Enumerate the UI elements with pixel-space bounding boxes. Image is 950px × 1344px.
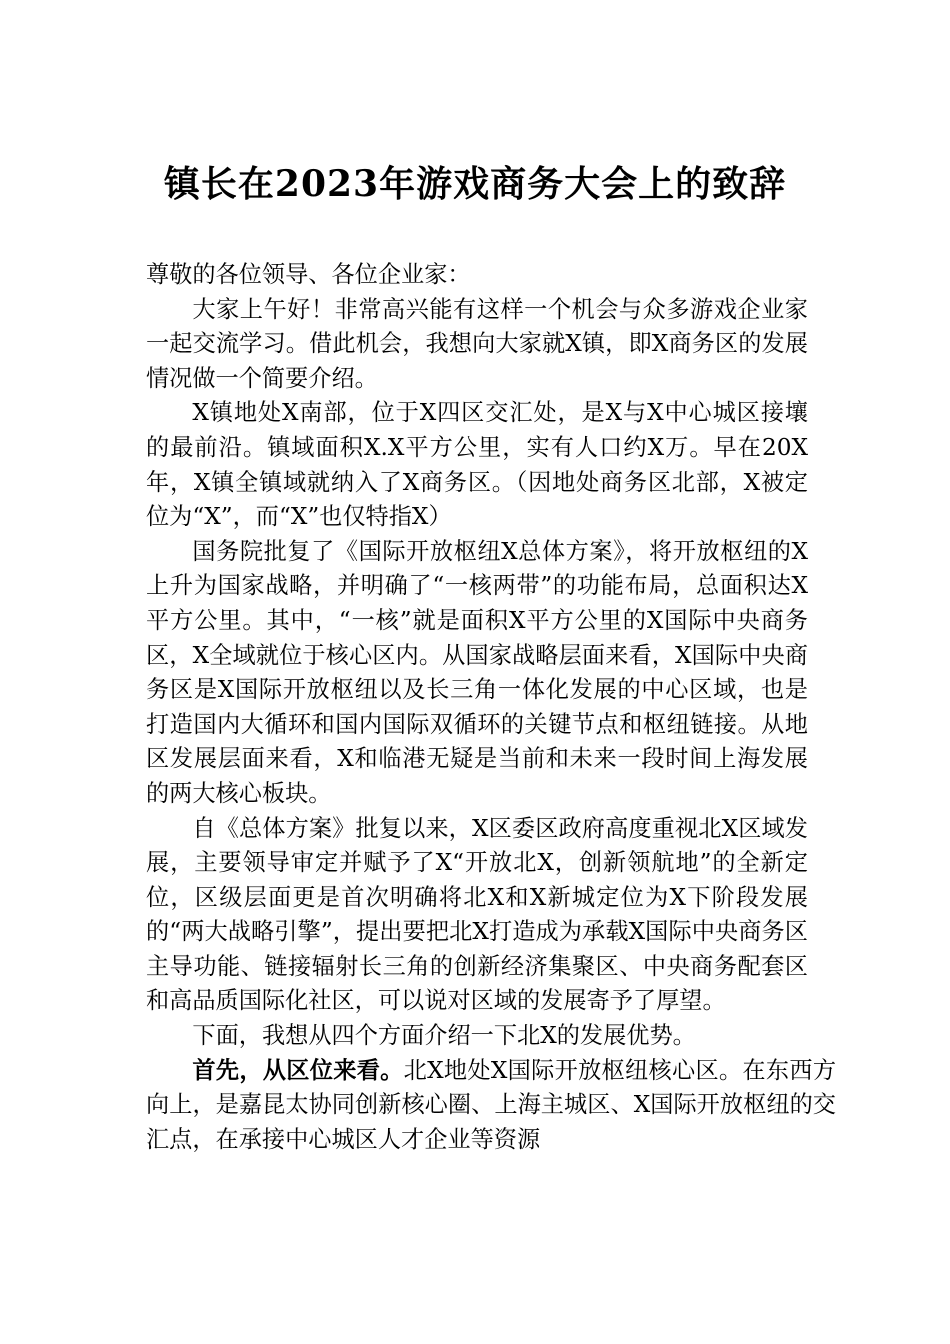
document-body	[146, 258, 837, 1157]
document-title: 镇长在2023年游戏商务大会上的致辞	[163, 163, 787, 205]
paragraph-1: 大家上午好！非常高兴能有这样一个机会与众多游戏企业家一起交流学习。借此机会，我想向大家就X镇，即X商务区的发展情况做一个简要介绍。	[146, 295, 808, 392]
paragraph-6-lead: 首先，从区位来看。	[192, 1056, 404, 1084]
paragraph-3: 国务院批复了《国际开放枢纽X总体方案》，将开放枢纽的X上升为国家战略，并明确了“一核两带”的功能布局，总面积达X平方公里。其中，“一核”就是面积X平方公里的X国际中央商务区，X全域就位于核心区内。从国家战略层面来看，X国际中央商务区是X国际开放枢纽以及长三角一体化发展的中心区域，也是打造国内大循环和国内国际双循环的关键节点和枢纽链接。从地区发展层面来看，X和临港无疑是当前和未来一段时间上海发展的两大核心板块。	[146, 537, 808, 807]
paragraph-2: X镇地处X南部，位于X四区交汇处，是X与X中心城区接壤的最前沿。镇域面积X.X平方公里，实有人口约X万。早在20X年，X镇全镇域就纳入了X商务区。（因地处商务区北部，X被定位为“X”，而“X”也仅特指X）	[146, 399, 808, 531]
paragraph-6-text: 北X地处X国际开放枢纽核心区。在东西方向上，是嘉昆太协同创新核心圈、上海主城区、X国际开放枢纽的交汇点，在承接中心城区人才企业等资源	[146, 1056, 837, 1153]
paragraph-5: 下面，我想从四个方面介绍一下北X的发展优势。	[192, 1022, 696, 1050]
paragraph-6	[146, 1054, 836, 1158]
paragraph-4: 自《总体方案》批复以来，X区委区政府高度重视北X区域发展，主要领导审定并赋予了X“开放北X，创新领航地”的全新定位，区级层面更是首次明确将北X和X新城定位为X下阶段发展的“两大战略引擎”，提出要把北X打造成为承载X国际中央商务区主导功能、链接辐射长三角的创新经济集聚区、中央商务配套区和高品质国际化社区，可以说对区域的发展寄予了厚望。	[146, 814, 808, 1015]
salutation: 尊敬的各位领导、各位企业家：	[146, 261, 471, 288]
